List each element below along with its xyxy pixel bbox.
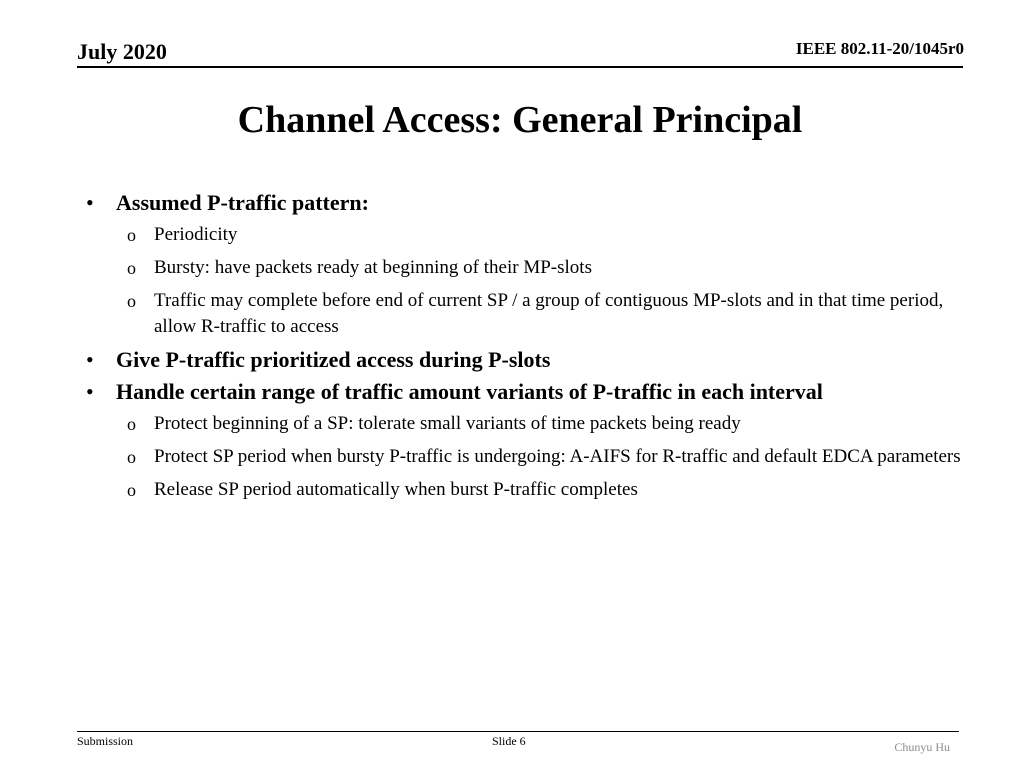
- sub-bullet-text: Release SP period automatically when burst P-traffic completes: [154, 479, 638, 500]
- footer-submission: Submission: [77, 734, 134, 748]
- sub-bullet-text: Protect beginning of a SP: tolerate small variants of time packets being ready: [154, 413, 741, 434]
- bullet-marker: •: [86, 347, 94, 372]
- sub-bullet-text: Protect SP period when bursty P-traffic is undergoing: A-AIFS for R-traffic and default EDCA parameters: [154, 446, 961, 467]
- footer-divider: [77, 731, 959, 732]
- sub-bullet-item: [80, 255, 980, 281]
- header-document-id: IEEE 802.11-20/1045r0: [795, 39, 964, 58]
- sub-bullet-item: [80, 288, 980, 340]
- slide-content: [80, 184, 980, 510]
- sub-bullet-marker: o: [127, 414, 136, 434]
- bullet-item: [80, 379, 980, 405]
- sub-bullet-item: [80, 222, 980, 248]
- footer-author: Chunyu Hu: [894, 740, 950, 754]
- sub-bullet-text: Traffic may complete before end of current SP / a group of contiguous MP-slots and in that time period, allow R-traffic to access: [154, 290, 944, 337]
- bullet-marker: •: [86, 190, 94, 215]
- sub-bullet-item: [80, 477, 980, 503]
- bullet-text: Assumed P-traffic pattern:: [116, 190, 369, 215]
- sub-bullet-marker: o: [127, 258, 136, 278]
- header-date: July 2020: [77, 39, 167, 64]
- sub-bullet-marker: o: [127, 291, 136, 311]
- bullet-item: [80, 190, 980, 216]
- sub-bullet-item: [80, 411, 980, 437]
- footer-slide-number: Slide 6: [492, 734, 526, 748]
- sub-bullet-marker: o: [127, 447, 136, 467]
- sub-bullet-marker: o: [127, 225, 136, 245]
- sub-bullet-item: [80, 444, 980, 470]
- bullet-text: Handle certain range of traffic amount variants of P-traffic in each interval: [116, 379, 823, 404]
- header-divider: [77, 66, 963, 68]
- bullet-marker: •: [86, 379, 94, 404]
- sub-bullet-text: Bursty: have packets ready at beginning of their MP-slots: [154, 257, 592, 278]
- slide-title: Channel Access: General Principal: [237, 99, 803, 141]
- sub-bullet-marker: o: [127, 480, 136, 500]
- bullet-text: Give P-traffic prioritized access during P-slots: [116, 347, 551, 372]
- sub-bullet-text: Periodicity: [154, 224, 238, 245]
- bullet-item: [80, 347, 980, 373]
